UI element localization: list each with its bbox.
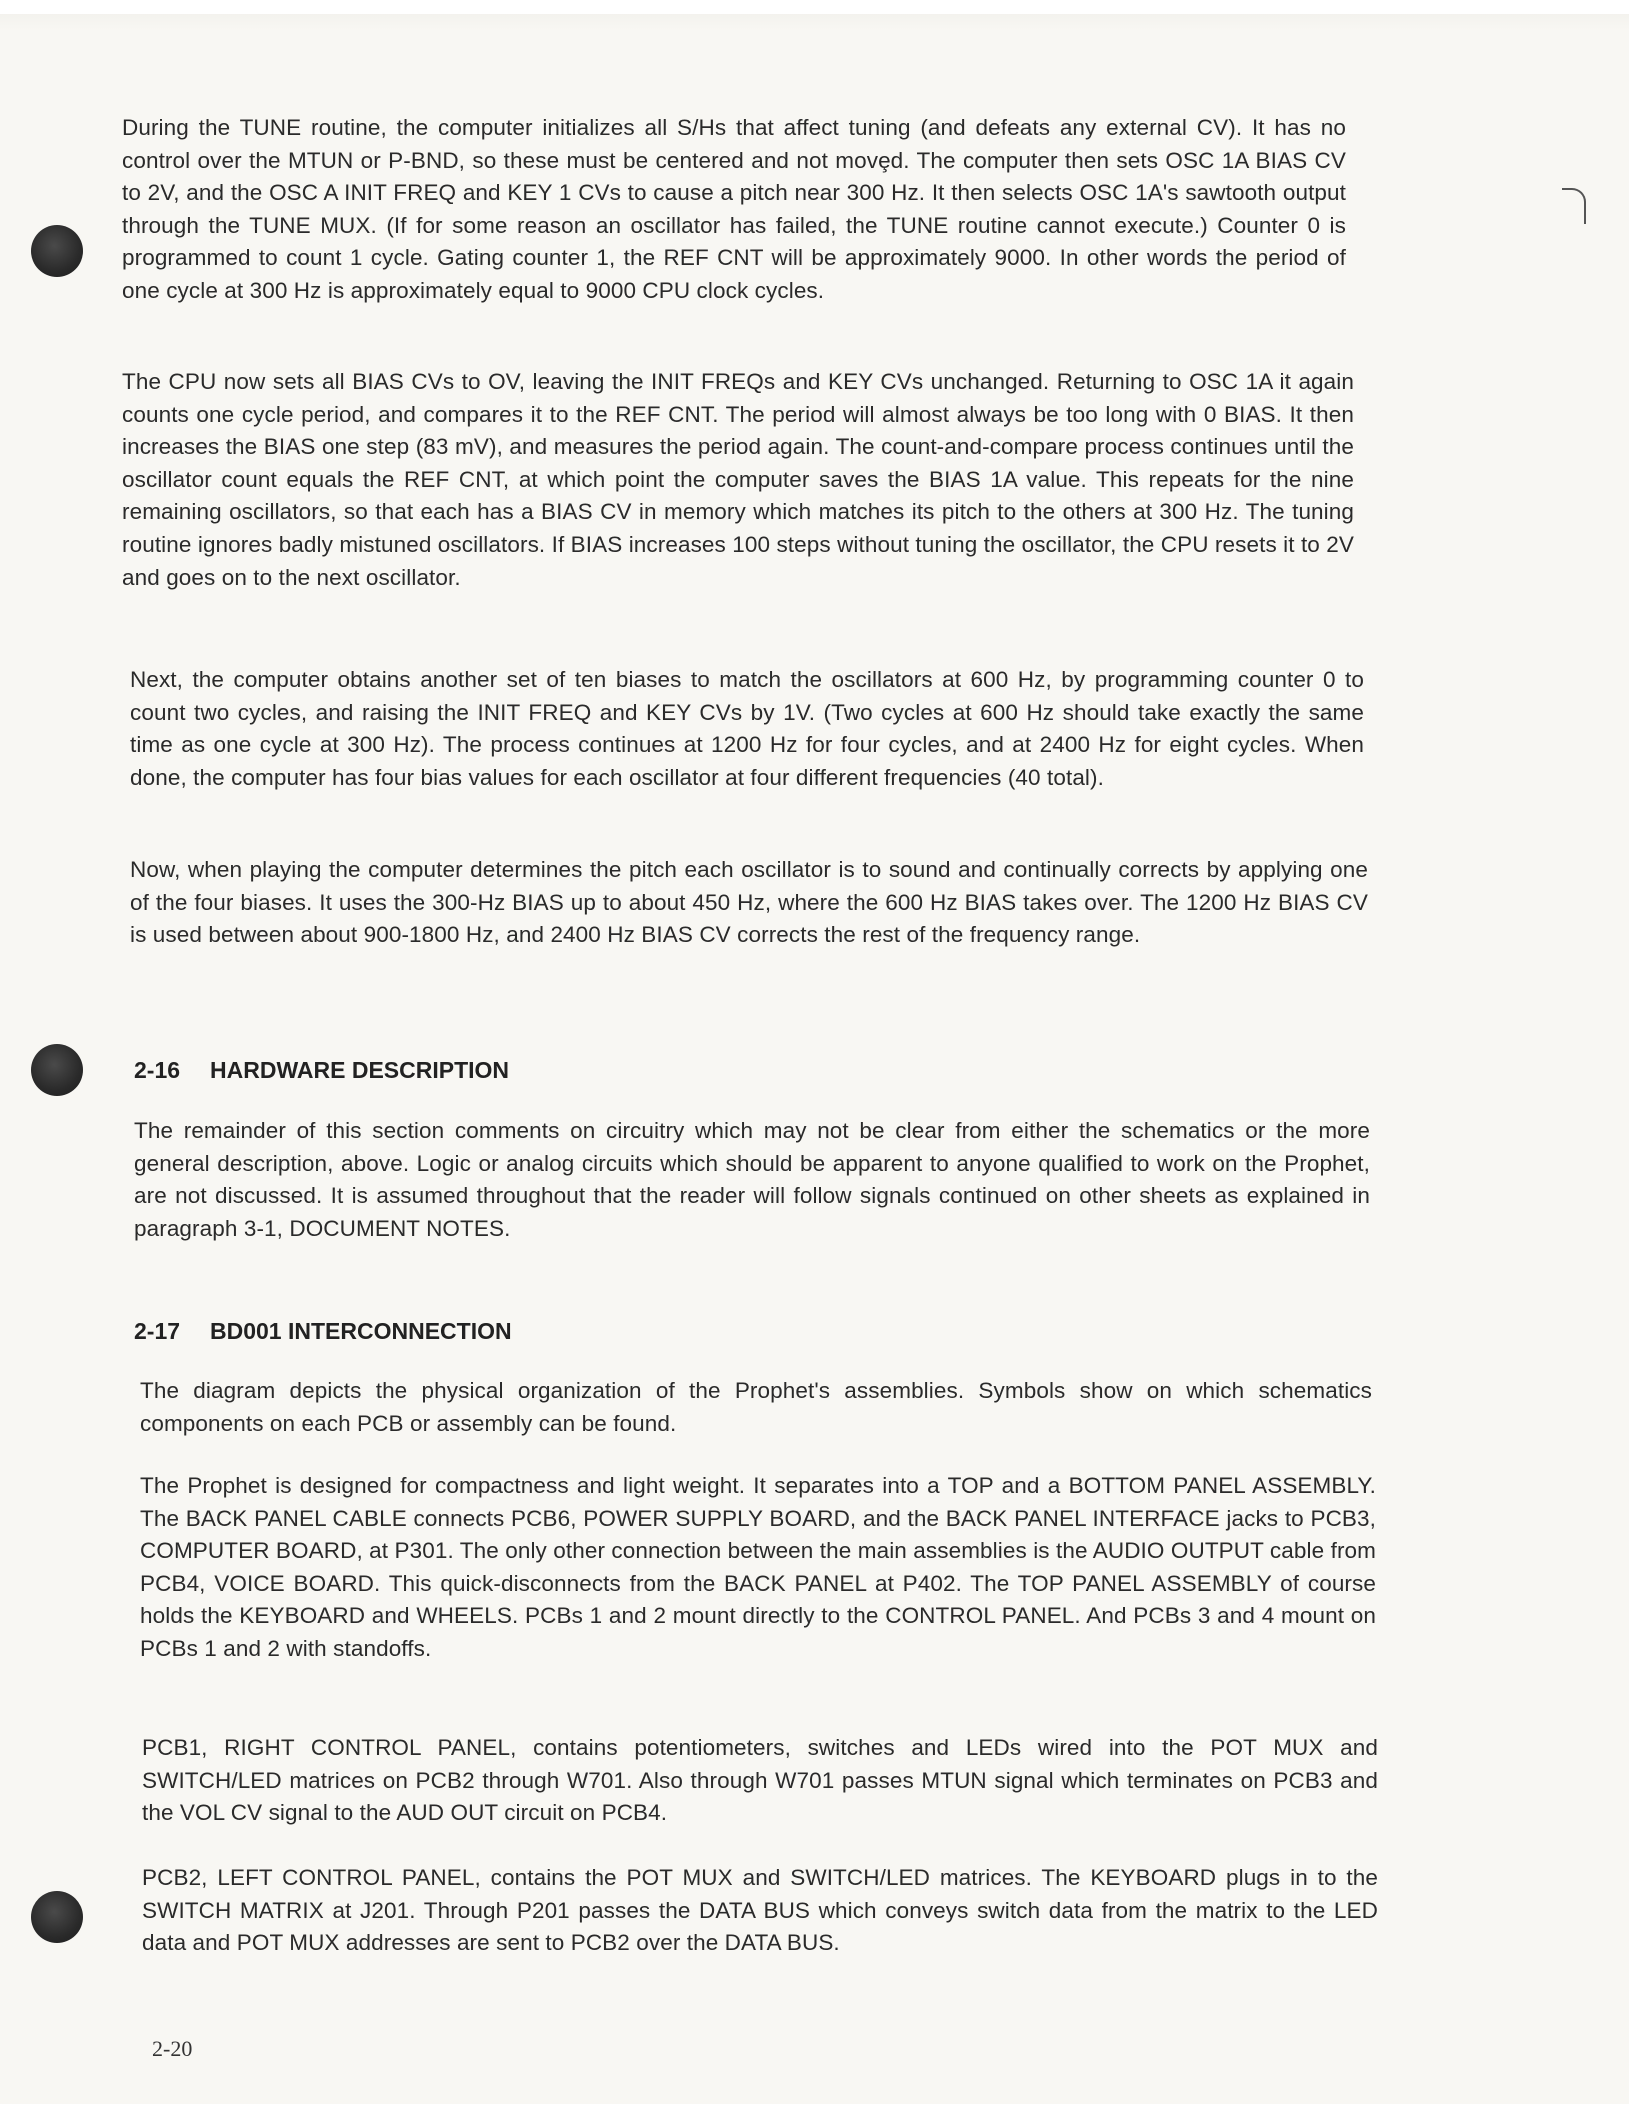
paragraph-playing-corrections: Now, when playing the computer determines the pitch each oscillator is to sound and continually corrects by applying one of the four biases. It uses the 300-Hz BIAS up to about 450 Hz, where the 600 Hz BIAS takes over. The 1200 Hz BIAS CV is used between about 900-1800 Hz, and 2400 Hz BIAS CV corrects the rest of the frequency range. [130,857,1368,948]
paragraph-tune-routine: During the TUNE routine, the computer initializes all S/Hs that affect tuning (and defeats any external CV). It has no control over the MTUN or P-BND, so these must be centered and not movȩd. The computer then sets OSC 1A BIAS CV to 2V, and the OSC A INIT FREQ and KEY 1 CVs to cause a pitch near 300 Hz. It then selects OSC 1A's sawtooth output through the TUNE MUX. (If for some reason an oscillator has failed, the TUNE routine cannot execute.) Counter 0 is programmed to count 1 cycle. Gating counter 1, the REF CNT will be approximately 9000. In other words the period of one cycle at 300 Hz is approximately equal to 9000 CPU clock cycles. [122,115,1346,303]
paragraph-diagram-depicts: The diagram depicts the physical organization of the Prophet's assemblies. Symbols show on which schematics components on each PCB or assembly can be found. [140,1378,1372,1436]
section-heading-hardware-description [134,1055,509,1085]
section-number: 2-17 [134,1318,181,1344]
binder-hole-bottom [31,1891,83,1943]
page-number: 2-20 [152,2036,193,2061]
paragraph-compactness: The Prophet is designed for compactness and light weight. It separates into a TOP and a BOTTOM PANEL ASSEMBLY. The BACK PANEL CABLE connects PCB6, POWER SUPPLY BOARD, and the BACK PANEL INTERFACE jacks to PCB3, COMPUTER BOARD, at P301. The only other connection between the main assemblies is the AUDIO OUTPUT cable from PCB4, VOICE BOARD. This quick-disconnects from the BACK PANEL at P402. The TOP PANEL ASSEMBLY of course holds the KEYBOARD and WHEELS. PCBs 1 and 2 mount directly to the CONTROL PANEL. And PCBs 3 and 4 mount on PCBs 1 and 2 with standoffs. [140,1473,1376,1661]
binder-hole-top [31,225,83,277]
section-title: BD001 INTERCONNECTION [210,1318,512,1344]
paragraph-bias-cv: The CPU now sets all BIAS CVs to OV, leaving the INIT FREQs and KEY CVs unchanged. Returning to OSC 1A it again counts one cycle period, and compares it to the REF CNT. The period will almost always be too long with 0 BIAS. It then increases the BIAS one step (83 mV), and measures the period again. The count-and-compare process continues until the oscillator count equals the REF CNT, at which point the computer saves the BIAS 1A value. This repeats for the nine remaining oscillators, so that each has a BIAS CV in memory which matches its pitch to the others at 300 Hz. The tuning routine ignores badly mistuned oscillators. If BIAS increases 100 steps without tuning the oscillator, the CPU resets it to 2V and goes on to the next oscillator. [122,369,1354,590]
binder-hole-middle [31,1044,83,1096]
section-title: HARDWARE DESCRIPTION [210,1057,510,1083]
paragraph-pcb2: PCB2, LEFT CONTROL PANEL, contains the POT MUX and SWITCH/LED matrices. The KEYBOARD plugs in to the SWITCH MATRIX at J201. Through P201 passes the DATA BUS which conveys switch data from the matrix to the LED data and POT MUX addresses are sent to PCB2 over the DATA BUS. [142,1865,1378,1956]
paragraph-hardware-remainder: The remainder of this section comments on circuitry which may not be clear from either the schematics or the more general description, above. Logic or analog circuits which should be apparent to anyone qualified to work on the Prophet, are not discussed. It is assumed throughout that the reader will follow signals continued on other sheets as explained in paragraph 3-1, DOCUMENT NOTES. [134,1118,1370,1241]
paragraph-pcb1: PCB1, RIGHT CONTROL PANEL, contains potentiometers, switches and LEDs wired into the POT MUX and SWITCH/LED matrices on PCB2 through W701. Also through W701 passes MTUN signal which terminates on PCB3 and the VOL CV signal to the AUD OUT circuit on PCB4. [142,1735,1378,1826]
paragraph-ten-biases: Next, the computer obtains another set of ten biases to match the oscillators at 600 Hz, by programming counter 0 to count two cycles, and raising the INIT FREQ and KEY CVs by 1V. (Two cycles at 600 Hz should take exactly the same time as one cycle at 300 Hz). The process continues at 1200 Hz for four cycles, and at 2400 Hz for eight cycles. When done, the computer has four bias values for each oscillator at four different frequencies (40 total). [130,667,1364,790]
scan-top-edge [0,0,1629,14]
section-number: 2-16 [134,1057,181,1083]
section-heading-bd001-interconnection [134,1316,512,1346]
scan-artifact-mark [1562,188,1586,224]
